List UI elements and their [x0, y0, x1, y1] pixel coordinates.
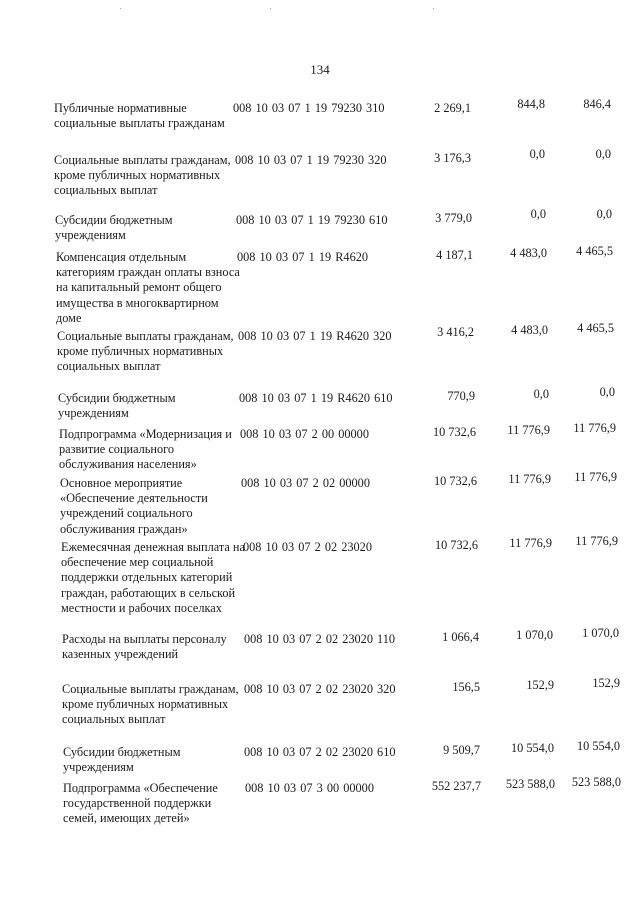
value-col1: 3 176,3 — [434, 151, 471, 165]
row-code: 008 10 03 07 2 02 23020 610 — [244, 745, 396, 759]
row-values — [408, 207, 618, 225]
row-values — [411, 385, 621, 403]
value-col2: 10 554,0 — [510, 741, 554, 755]
row-name: Субсидии бюджетным учреждениям — [55, 213, 173, 243]
value-col3: 1 070,0 — [582, 626, 619, 640]
row-code: 008 10 03 07 2 00 00000 — [240, 427, 369, 441]
value-col3: 11 776,9 — [575, 534, 618, 548]
row-code: 008 10 03 07 3 00 00000 — [245, 781, 374, 795]
value-col2: 11 776,9 — [507, 423, 550, 437]
row-name: Социальные выплаты гражданам, кроме публичных нормативных социальных выплат — [62, 682, 239, 727]
value-col2: 152,9 — [526, 678, 554, 692]
row-values — [416, 676, 626, 694]
value-col3: 846,4 — [583, 97, 611, 111]
value-col2: 523 588,0 — [505, 777, 555, 791]
row-values — [407, 147, 617, 165]
value-col2: 0,0 — [530, 207, 546, 221]
value-col3: 10 554,0 — [576, 739, 620, 753]
row-values — [414, 534, 624, 552]
row-name: Подпрограмма «Обеспечение государственной поддержки семей, имеющих детей» — [63, 781, 218, 826]
value-col2: 4 483,0 — [511, 323, 548, 337]
value-col2: 4 483,0 — [510, 246, 547, 260]
row-code: 008 10 03 07 2 02 23020 320 — [244, 682, 396, 696]
value-col1: 4 187,1 — [436, 248, 473, 262]
row-name: Расходы на выплаты персоналу казенных учреждений — [62, 632, 227, 662]
row-name: Социальные выплаты гражданам, кроме публичных нормативных социальных выплат — [54, 153, 231, 198]
value-col2: 1 070,0 — [516, 628, 553, 642]
row-name: Подпрограмма «Модернизация и развитие социального обслуживания населения» — [59, 427, 232, 472]
row-name: Основное мероприятие «Обеспечение деятельности учреждений социального обслуживания граждан» — [60, 476, 208, 536]
value-col2: 11 776,9 — [509, 536, 552, 550]
value-col1: 10 732,6 — [434, 538, 478, 552]
value-col3: 0,0 — [596, 207, 612, 221]
value-col1: 2 269,1 — [434, 101, 471, 115]
value-col3: 4 465,5 — [577, 321, 614, 335]
row-values — [413, 470, 623, 488]
row-name: Социальные выплаты гражданам, кроме публичных нормативных социальных выплат — [57, 329, 234, 374]
row-values — [410, 321, 620, 339]
value-col1: 10 732,6 — [433, 474, 477, 488]
value-col1: 156,5 — [452, 680, 480, 694]
value-col2: 11 776,9 — [508, 472, 551, 486]
value-col3: 4 465,5 — [576, 244, 613, 258]
row-name: Публичные нормативные социальные выплаты гражданам — [54, 101, 225, 131]
row-code: 008 10 03 07 1 19 R4620 — [237, 250, 369, 264]
row-values — [412, 421, 622, 439]
value-col3: 0,0 — [595, 147, 611, 161]
row-name: Субсидии бюджетным учреждениям — [63, 745, 181, 775]
value-col3: 523 588,0 — [571, 775, 621, 789]
row-code: 008 10 03 07 1 19 R4620 320 — [238, 329, 392, 343]
row-values — [415, 626, 625, 644]
row-values — [407, 97, 617, 115]
value-col1: 9 509,7 — [443, 743, 480, 757]
row-code: 008 10 03 07 1 19 79230 610 — [236, 213, 388, 227]
value-col1: 3 416,2 — [437, 325, 474, 339]
value-col1: 3 779,0 — [435, 211, 472, 225]
page-number: 134 — [310, 62, 330, 77]
value-col3: 152,9 — [592, 676, 620, 690]
value-col2: 0,0 — [529, 147, 545, 161]
value-col3: 11 776,9 — [574, 470, 617, 484]
row-code: 008 10 03 07 1 19 R4620 610 — [239, 391, 393, 405]
value-col1: 1 066,4 — [442, 630, 479, 644]
value-col3: 0,0 — [599, 385, 615, 399]
row-code: 008 10 03 07 2 02 00000 — [241, 476, 370, 490]
value-col1: 770,9 — [447, 389, 475, 403]
row-name: Компенсация отдельным категориям граждан оплаты взноса на капитальный ремонт общего имущества в многоквартирном доме — [56, 250, 240, 325]
row-name: Субсидии бюджетным учреждениям — [58, 391, 176, 421]
row-values — [416, 739, 626, 757]
value-col2: 0,0 — [533, 387, 549, 401]
row-values — [417, 775, 627, 793]
row-values — [409, 244, 619, 262]
row-name: Ежемесячная денежная выплата на обеспечение мер социальной поддержки отдельных категорий граждан, работающих в сельской местности и рабочих поселках — [61, 540, 245, 615]
row-code: 008 10 03 07 1 19 79230 320 — [235, 153, 387, 167]
value-col2: 844,8 — [517, 97, 545, 111]
value-col1: 552 237,7 — [431, 779, 481, 793]
row-code: 008 10 03 07 2 02 23020 — [243, 540, 372, 554]
value-col3: 11 776,9 — [573, 421, 616, 435]
row-code: 008 10 03 07 2 02 23020 110 — [244, 632, 396, 646]
value-col1: 10 732,6 — [432, 425, 476, 439]
row-code: 008 10 03 07 1 19 79230 310 — [233, 101, 385, 115]
